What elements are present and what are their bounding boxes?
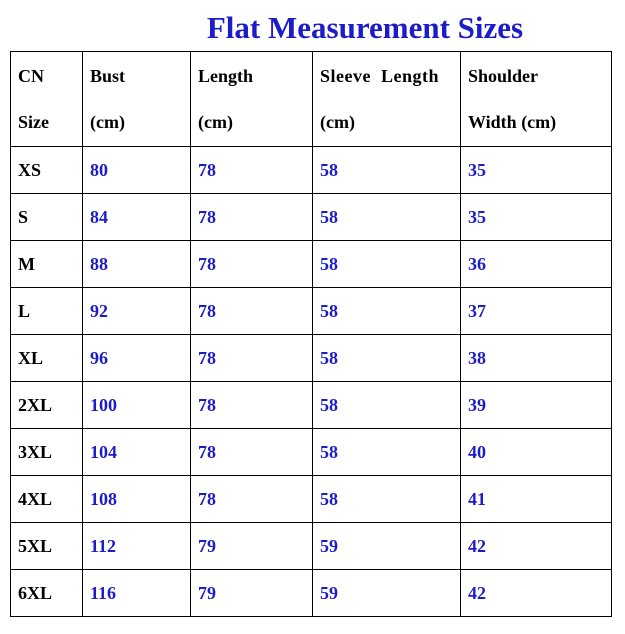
cell-length: 79 — [191, 570, 313, 617]
cell-size: 4XL — [11, 476, 83, 523]
header-line: Bust — [90, 66, 126, 86]
header-line: CN — [18, 66, 44, 86]
header-line: Size — [18, 112, 49, 132]
cell-size: M — [11, 241, 83, 288]
cell-bust: 80 — [83, 147, 191, 194]
cell-sleeve-length: 59 — [313, 523, 461, 570]
cell-sleeve-length: 58 — [313, 194, 461, 241]
table-row — [11, 288, 612, 335]
cell-size: XL — [11, 335, 83, 382]
cell-sleeve-length: 59 — [313, 570, 461, 617]
table-row — [11, 570, 612, 617]
cell-size: 5XL — [11, 523, 83, 570]
table-row — [11, 429, 612, 476]
cell-sleeve-length: 58 — [313, 147, 461, 194]
cell-length: 78 — [191, 147, 313, 194]
cell-bust: 88 — [83, 241, 191, 288]
header-shoulder-width — [461, 52, 612, 147]
table-row — [11, 476, 612, 523]
table-row — [11, 382, 612, 429]
cell-sleeve-length: 58 — [313, 288, 461, 335]
cell-sleeve-length: 58 — [313, 335, 461, 382]
header-line: Length — [198, 66, 254, 86]
cell-bust: 100 — [83, 382, 191, 429]
cell-size: S — [11, 194, 83, 241]
table-row — [11, 241, 612, 288]
cell-sleeve-length: 58 — [313, 476, 461, 523]
header-line: Shoulder — [468, 66, 539, 86]
cell-sleeve-length: 58 — [313, 382, 461, 429]
header-line: (cm) — [320, 112, 355, 132]
header-line: (cm) — [198, 112, 233, 132]
cell-length: 78 — [191, 335, 313, 382]
cell-sleeve-length: 58 — [313, 429, 461, 476]
cell-bust: 92 — [83, 288, 191, 335]
cell-shoulder-width: 42 — [461, 523, 612, 570]
cell-bust: 104 — [83, 429, 191, 476]
cell-size: 2XL — [11, 382, 83, 429]
cell-length: 78 — [191, 382, 313, 429]
size-chart-table — [10, 51, 612, 617]
cell-size: XS — [11, 147, 83, 194]
cell-length: 79 — [191, 523, 313, 570]
cell-length: 78 — [191, 241, 313, 288]
cell-length: 78 — [191, 194, 313, 241]
cell-size: L — [11, 288, 83, 335]
cell-sleeve-length: 58 — [313, 241, 461, 288]
cell-bust: 112 — [83, 523, 191, 570]
cell-shoulder-width: 40 — [461, 429, 612, 476]
header-length — [191, 52, 313, 147]
cell-bust: 84 — [83, 194, 191, 241]
header-bust — [83, 52, 191, 147]
table-row — [11, 523, 612, 570]
cell-bust: 108 — [83, 476, 191, 523]
cell-shoulder-width: 37 — [461, 288, 612, 335]
cell-length: 78 — [191, 476, 313, 523]
table-row — [11, 335, 612, 382]
header-line: (cm) — [90, 112, 125, 132]
header-sleeve-length — [313, 52, 461, 147]
cell-shoulder-width: 36 — [461, 241, 612, 288]
page-title: Flat Measurement Sizes — [206, 10, 524, 45]
cell-shoulder-width: 35 — [461, 147, 612, 194]
cell-bust: 116 — [83, 570, 191, 617]
table-row — [11, 194, 612, 241]
header-cn-size — [11, 52, 83, 147]
table-row — [11, 147, 612, 194]
cell-bust: 96 — [83, 335, 191, 382]
header-line: Sleeve Length — [320, 66, 439, 86]
header-line: Width (cm) — [468, 112, 557, 132]
cell-length: 78 — [191, 429, 313, 476]
cell-shoulder-width: 35 — [461, 194, 612, 241]
table-header-row — [11, 52, 612, 147]
cell-shoulder-width: 38 — [461, 335, 612, 382]
cell-shoulder-width: 42 — [461, 570, 612, 617]
cell-shoulder-width: 39 — [461, 382, 612, 429]
cell-size: 3XL — [11, 429, 83, 476]
cell-size: 6XL — [11, 570, 83, 617]
cell-length: 78 — [191, 288, 313, 335]
cell-shoulder-width: 41 — [461, 476, 612, 523]
